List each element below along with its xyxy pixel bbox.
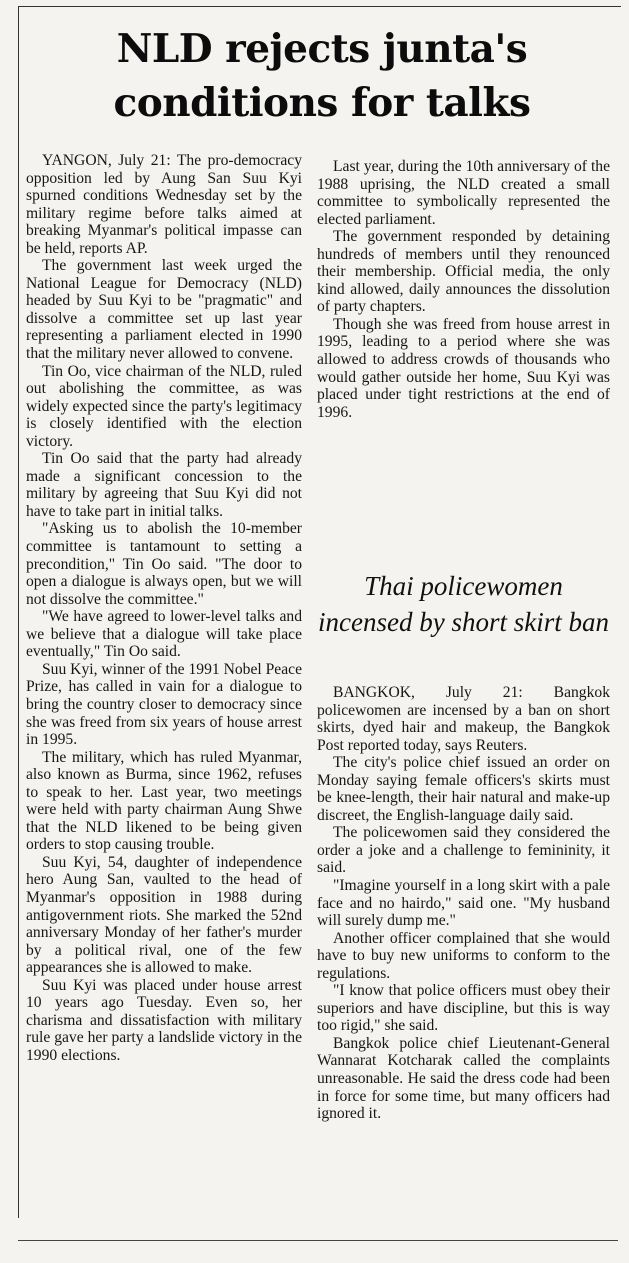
thai-paragraph-5: Another officer complained that she would have to buy new uniforms to conform to the regulations. (317, 929, 610, 982)
nld-paragraph-8: The military, which has ruled Myanmar, also known as Burma, since 1962, refuses to speak to her. Last year, two meetings were held with party chairman Aung Shwe that the NLD likened to be being given orders to stop causing trouble. (26, 748, 302, 854)
nld-paragraph-7: Suu Kyi, winner of the 1991 Nobel Peace Prize, has called in vain for a dialogue to bring the country closer to democracy since she was freed from six years of house arrest in 1995. (26, 660, 302, 749)
thai-paragraph-1: BANGKOK, July 21: Bangkok policewomen are incensed by a ban on short skirts, dyed hair and makeup, the Bangkok Post reported today, says Reuters. (317, 684, 610, 754)
thai-paragraph-7: Bangkok police chief Lieutenant-General Wannarat Kotcharak called the complaints unreasonable. He said the dress code had been in force for some time, but many officers had ignored it. (317, 1034, 610, 1123)
thai-story-column (317, 684, 610, 1123)
thai-paragraph-3: The policewomen said they considered the order a joke and a challenge to femininity, it said. (317, 824, 610, 877)
nld-paragraph-1: YANGON, July 21: The pro-democracy opposition led by Aung San Suu Kyi spurned conditions Wednesday set by the military regime before talks aimed at breaking Myanmar's political impasse can be held, reports AP. (26, 152, 302, 257)
bottom-rule (18, 1240, 618, 1241)
thai-paragraph-2: The city's police chief issued an order on Monday saying female officers's skirts must be knee-length, their hair natural and make-up discreet, the English-language daily said. (317, 754, 610, 824)
nld-paragraph-13: Though she was freed from house arrest in 1995, leading to a period where she was allowed to address crowds of thousands who would gather outside her home, Suu Kyi was placed under tight restrictions at the end of 1996. (317, 315, 610, 421)
nld-paragraph-3: Tin Oo, vice chairman of the NLD, ruled out abolishing the committee, as was widely expected since the party's legitimacy is closely identified with the election victory. (26, 362, 302, 450)
nld-paragraph-4: Tin Oo said that the party had already made a significant concession to the military by agreeing that Suu Kyi did not have to take part in initial talks. (26, 450, 302, 520)
nld-story-column-right (317, 158, 610, 421)
nld-paragraph-11: Last year, during the 10th anniversary of the 1988 uprising, the NLD created a small committee to symbolically represented the elected parliament. (317, 158, 610, 228)
nld-paragraph-2: The government last week urged the National League for Democracy (NLD) headed by Suu Kyi to be "pragmatic" and dissolve a committee set up last year representing a parliament elected in 1990 that the military never allowed to convene. (26, 257, 302, 363)
nld-paragraph-12: The government responded by detaining hundreds of members until they renounced their membership. Official media, the only kind allowed, daily announces the dissolution of party chapters. (317, 228, 610, 316)
thai-paragraph-6: "I know that police officers must obey their superiors and have discipline, but this is way too rigid," she said. (317, 982, 610, 1035)
headline: NLD rejects junta's conditions for talks (113, 26, 531, 126)
nld-story-column-left (26, 152, 302, 1064)
top-rule (18, 6, 621, 7)
left-column-rule (18, 6, 19, 1218)
nld-paragraph-10: Suu Kyi was placed under house arrest 10 years ago Tuesday. Even so, her charisma and dissatisfaction with military rule gave her party a landslide victory in the 1990 elections. (26, 976, 302, 1064)
nld-paragraph-6: "We have agreed to lower-level talks and we believe that a dialogue will take place eventually," Tin Oo said. (26, 608, 302, 661)
thai-story-headline: Thai policewomen incensed by short skirt ban (318, 571, 609, 637)
thai-paragraph-4: "Imagine yourself in a long skirt with a pale face and no hairdo," said one. "My husband will surely dump me." (317, 877, 610, 930)
nld-paragraph-5: "Asking us to abolish the 10-member committee is tantamount to setting a precondition," Tin Oo said. "The door to open a dialogue is always open, but we will not dissolve the committee." (26, 520, 302, 608)
nld-paragraph-9: Suu Kyi, 54, daughter of independence hero Aung San, vaulted to the head of Myanmar's opposition in 1988 during antigovernment riots. She marked the 52nd anniversary Monday of her father's murder by a political rival, one of the few appearances she is allowed to make. (26, 853, 302, 977)
